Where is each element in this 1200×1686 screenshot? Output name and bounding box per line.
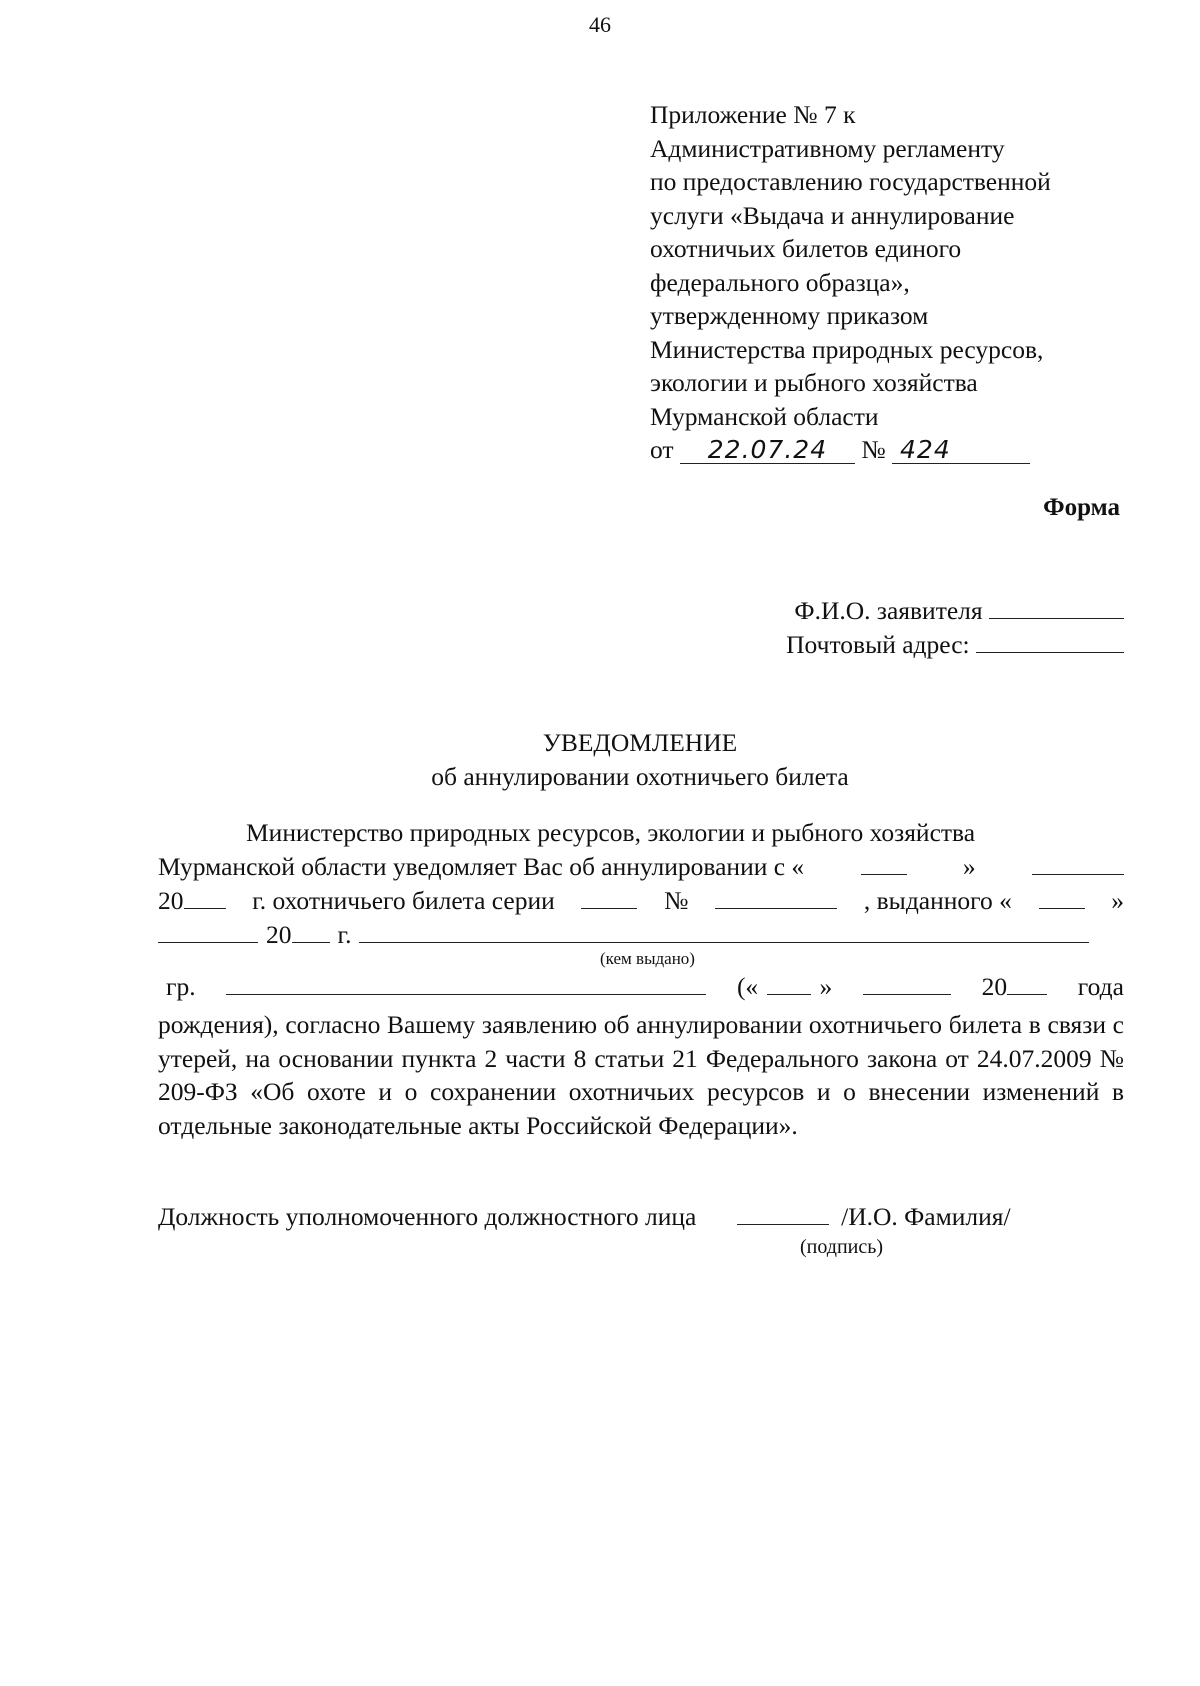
body-text: » [962, 852, 976, 881]
notice-title-block [0, 726, 1200, 794]
body-text: » [1111, 886, 1124, 915]
signature-row [158, 1202, 1124, 1232]
body-line-5 [158, 972, 1124, 1002]
number-sign: № [861, 435, 886, 464]
notice-subtitle: об аннулировании охотничьего билета [431, 762, 849, 791]
body-text: 20 [981, 972, 1008, 1001]
applicant-name-label: Ф.И.О. заявителя [794, 596, 983, 625]
applicant-block [786, 594, 1124, 662]
body-text: Мурманской области уведомляет Вас об аннулировании с « [158, 852, 805, 881]
cancel-year-field[interactable] [184, 888, 226, 909]
signature-caption: (подпись) [800, 1236, 884, 1258]
body-text: г. [337, 920, 352, 949]
body-text: Министерство природных ресурсов, экологии и рыбного хозяйства [246, 818, 976, 847]
order-date: 22.07.24 [680, 437, 855, 464]
cancel-month-field[interactable] [1032, 854, 1124, 875]
applicant-address-field[interactable] [976, 632, 1124, 653]
approval-block [650, 98, 1120, 467]
approval-line: по предоставлению государственной [650, 167, 1051, 196]
birth-year-group [982, 972, 1048, 1002]
issued-by-field[interactable] [359, 922, 1089, 943]
name-placeholder: /И.О. Фамилия/ [841, 1202, 1011, 1231]
approval-line: федерального образца», [650, 267, 910, 297]
applicant-address-row [786, 628, 1124, 662]
body-text: , выданного « [863, 886, 1012, 915]
approval-line: Министерства природных ресурсов, [650, 334, 1044, 364]
applicant-name-row [786, 594, 1124, 628]
issue-month-field[interactable] [158, 922, 258, 943]
issued-by-caption: (кем выдано) [600, 949, 695, 968]
approval-line: Мурманской области [650, 401, 879, 431]
body-text: года [1077, 972, 1124, 1001]
order-number: 424 [892, 437, 1030, 464]
cancel-day-field[interactable] [861, 854, 907, 875]
approval-line: услуги «Выдача и аннулирование [650, 200, 1015, 230]
cancel-year-group [158, 886, 226, 916]
issue-day-field[interactable] [1039, 888, 1085, 909]
applicant-name-field[interactable] [989, 598, 1124, 619]
ticket-number-field[interactable] [715, 888, 837, 909]
approval-line: Приложение № 7 к [650, 100, 856, 129]
body-text: 20 [158, 886, 184, 915]
body-text: 20 [266, 920, 292, 949]
signature-field[interactable] [737, 1204, 829, 1225]
position-label: Должность уполномоченного должностного лица [158, 1202, 697, 1231]
ticket-series-field[interactable] [581, 888, 637, 909]
notice-title: УВЕДОМЛЕНИЕ [542, 728, 738, 757]
approval-line: утвержденному приказом [650, 301, 929, 330]
approval-date-line [650, 433, 1120, 467]
body-line-1 [158, 818, 1124, 848]
form-label: Форма [1043, 494, 1120, 521]
citizen-name-field[interactable] [226, 974, 706, 995]
body-paragraph: рождения), согласно Вашему заявлению об аннулировании охотничьего билета в связи с утерей, на основании пункта 2 части 8 статьи 21 Федерального закона от 24.07.2009 № 209-ФЗ «Об охоте и о сохранении охотничьих ресурсов и о внесении изменений в отдельные законодательные акты Российской Федерации». [158, 1010, 1124, 1140]
birth-year-field[interactable] [1007, 974, 1047, 995]
date-prefix: от [650, 435, 674, 464]
approval-line: охотничьих билетов единого [650, 234, 962, 263]
body-text: » [819, 972, 833, 1001]
body-text: № [664, 886, 689, 915]
issue-year-field[interactable] [292, 922, 330, 943]
body-line-4 [158, 920, 1124, 950]
approval-line: Административному регламенту [650, 133, 1005, 163]
page-number: 46 [589, 12, 611, 37]
body-text: г. охотничьего билета серии [252, 886, 555, 915]
birth-day-field[interactable] [767, 974, 811, 995]
body-line-2 [158, 852, 1124, 882]
approval-line: экологии и рыбного хозяйства [650, 368, 978, 397]
applicant-address-label: Почтовый адрес: [786, 630, 970, 659]
body-line-3 [158, 886, 1124, 916]
birth-month-field[interactable] [863, 974, 951, 995]
body-text: гр. [166, 972, 196, 1001]
body-text: (« [736, 972, 759, 1001]
